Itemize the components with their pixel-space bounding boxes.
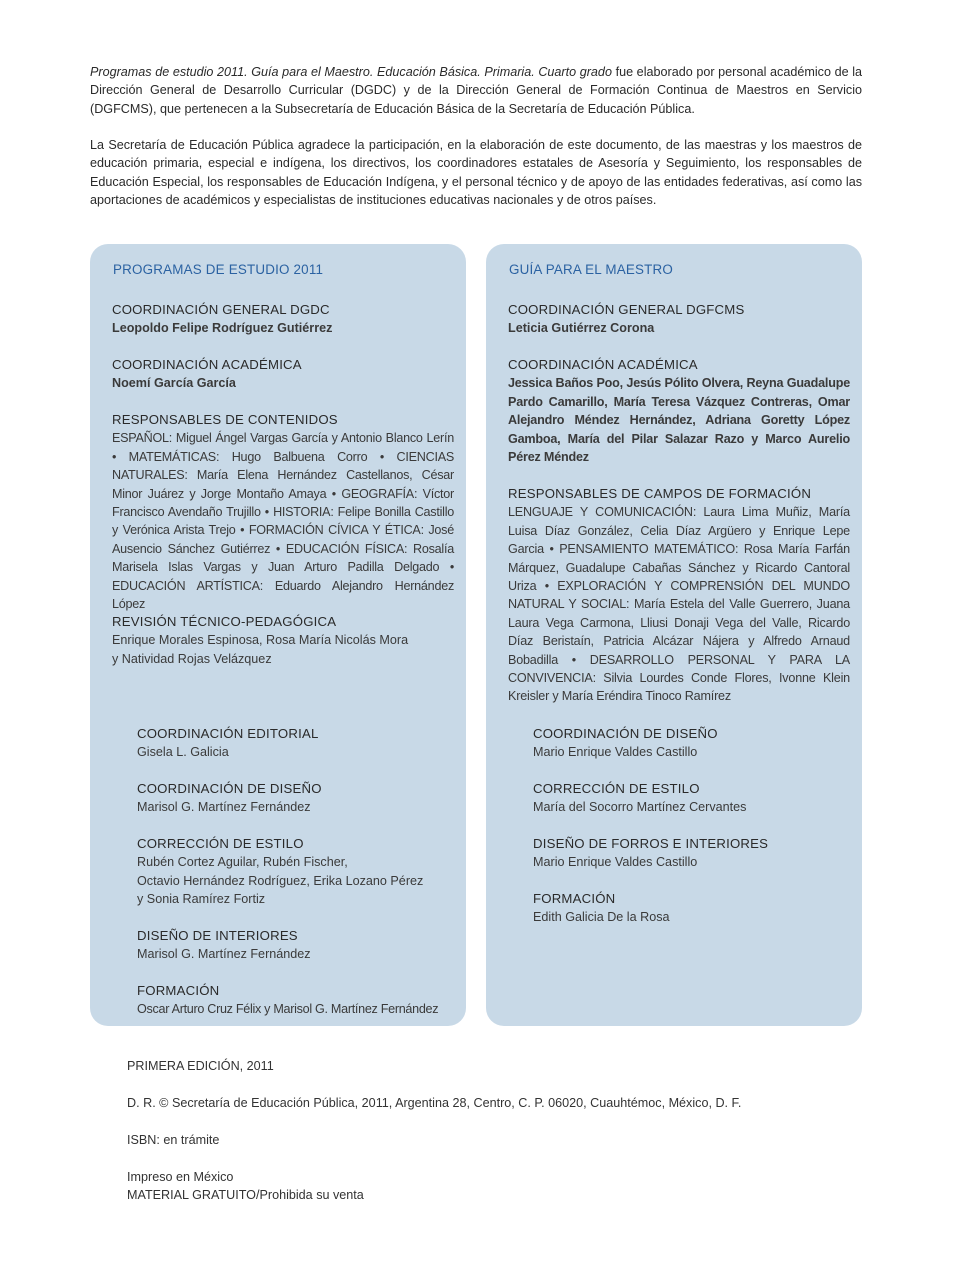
credit-names: Rubén Cortez Aguilar, Rubén Fischer, [137,855,348,870]
credit-heading: REVISIÓN TÉCNICO-PEDAGÓGICA [112,614,337,629]
credit-heading: COORDINACIÓN DE DISEÑO [533,726,718,741]
credit-block [137,835,457,909]
isbn-line: ISBN: en trámite [127,1133,220,1147]
panel-title: GUÍA PARA EL MAESTRO [509,262,673,277]
credit-names: Edith Galicia De la Rosa [533,910,670,925]
credit-block [112,301,454,338]
credit-names: María del Socorro Martínez Cervantes [533,800,747,815]
intro-title: Programas de estudio 2011. Guía para el Maestro. Educación Básica. Primaria. Cuarto grado [90,65,612,79]
credit-heading: FORMACIÓN [137,983,220,998]
credit-heading: CORRECCIÓN DE ESTILO [533,781,700,796]
credit-heading: COORDINACIÓN ACADÉMICA [112,357,302,372]
credit-names: Octavio Hernández Rodríguez, Erika Lozano Pérez [137,873,424,888]
credit-names: y Natividad Rojas Velázquez [112,651,272,666]
credit-names: Leopoldo Felipe Rodríguez Gutiérrez [112,321,333,336]
programas-panel [90,244,466,1026]
credit-names: Marisol G. Martínez Fernández [137,947,311,962]
credit-names: Jessica Baños Poo, Jesús Pólito Olvera, Reyna Guadalupe Pardo Camarillo, María Teresa Vázquez Contreras, Omar Alejandro Méndez Hernández, Adriana Goretty López Gamboa, María del Pilar Salazar Razo y Marco Aurelio Pérez Méndez [508,376,850,465]
credit-block [508,485,850,706]
copyright-line: D. R. © Secretaría de Educación Pública, 2011, Argentina 28, Centro, C. P. 06020, Cuauhtémoc, México, D. F. [127,1096,742,1110]
credit-names: Noemí García García [112,376,236,391]
credit-block [508,301,850,338]
credit-heading: COORDINACIÓN GENERAL DGDC [112,302,330,317]
credit-names: Marisol G. Martínez Fernández [137,800,311,815]
credit-block [533,890,853,927]
intro-paragraph-1 [90,63,862,118]
credit-heading: FORMACIÓN [533,891,616,906]
credit-block [112,411,454,613]
credit-block [508,356,850,466]
credit-heading: COORDINACIÓN GENERAL DGFCMS [508,302,745,317]
credit-block [137,927,457,964]
printed-line: Impreso en México [127,1170,234,1184]
acknowledgement-text: La Secretaría de Educación Pública agradece la participación, en la elaboración de este documento, de las maestras y los maestros de educación primaria, especial e indígena, los directivos, los coordinadores estatales de Asesoría y Seguimiento, los responsables de Educación Especial, los responsables de Educación Indígena, y el personal técnico y de apoyo de las entidades federativas, así como las aportaciones de académicos y especialistas de instituciones educativas nacionales y de otros países. [90,138,862,208]
credit-heading: CORRECCIÓN DE ESTILO [137,836,304,851]
credit-names: Oscar Arturo Cruz Félix y Marisol G. Martínez Fernández [137,1002,439,1017]
panel-title: PROGRAMAS DE ESTUDIO 2011 [113,262,324,277]
free-material-line: MATERIAL GRATUITO/Prohibida su venta [127,1188,364,1202]
credit-heading: DISEÑO DE INTERIORES [137,928,298,943]
edition-line: PRIMERA EDICIÓN, 2011 [127,1059,274,1073]
credit-names: Gisela L. Galicia [137,745,229,760]
credit-names: LENGUAJE Y COMUNICACIÓN: Laura Lima Muñiz, María Luisa Díaz González, Celia Díaz Argüero y Enrique Lepe Garcia • PENSAMIENTO MATEMÁTICO: Rosa María Farfán Márquez, Guadalupe Cabañas Sánchez y Ricardo Cantoral Uriza • EXPLORACIÓN Y COMPRENSIÓN DEL MUNDO NATURAL Y SOCIAL: María Estela del Valle Guerrero, Juana Laura Vega Carmona, Lliusi Donaji Vega del Valle, Ricardo Díaz Beristaín, Patricia Alcázar Nájera y Alfredo Arnaud Bobadilla • DESARROLLO PERSONAL Y PARA LA CONVIVENCIA: Silvia Lourdes Conde Flores, Ivonne Klein Kreisler y María Eréndira Tinoco Ramírez [508,505,850,704]
intro-text: fue elaborado por personal académico de la Dirección General de Desarrollo Curricular (DGDC) y de la Dirección General de Formación Continua de Maestros en Servicio (DGFCMS), que pertenecen a la Subsecretaría de Educación Básica de la Secretaría de Educación Pública. [90,65,862,116]
credit-block [112,356,454,393]
credit-block [137,780,457,817]
credit-names: y Sonia Ramírez Fortiz [137,892,266,907]
credit-heading: COORDINACIÓN ACADÉMICA [508,357,698,372]
credit-names: ESPAÑOL: Miguel Ángel Vargas García y Antonio Blanco Lerín • MATEMÁTICAS: Hugo Balbuena Corro • CIENCIAS NATURALES: María Elena Hernández Castellanos, César Minor Juárez y Jorge Montaño Amaya • GEOGRAFÍA: Víctor Francisco Avendaño Trujillo • HISTORIA: Felipe Bonilla Castillo y Verónica Arista Trejo • FORMACIÓN CÍVICA Y ÉTICA: José Ausencio Sánchez Gutiérrez • EDUCACIÓN FÍSICA: Rosalía Marisela Islas Vargas y Juan Arturo Padilla Delgado • EDUCACIÓN ARTÍSTICA: Eduardo Alejandro Hernández López [112,431,454,612]
credit-heading: RESPONSABLES DE CAMPOS DE FORMACIÓN [508,486,812,501]
credit-heading: COORDINACIÓN DE DISEÑO [137,781,322,796]
credit-block [137,982,467,1019]
credit-names: Mario Enrique Valdes Castillo [533,855,698,870]
guia-panel [486,244,862,1026]
credit-names: Enrique Morales Espinosa, Rosa María Nicolás Mora [112,633,409,648]
credit-heading: RESPONSABLES DE CONTENIDOS [112,412,338,427]
credit-block [137,725,457,762]
intro-paragraph-2 [90,136,862,210]
credit-block [112,613,454,668]
credit-block [533,835,853,872]
credit-names: Leticia Gutiérrez Corona [508,321,655,336]
credit-names: Mario Enrique Valdes Castillo [533,745,698,760]
credit-block [533,780,853,817]
credit-block [533,725,853,762]
credit-heading: DISEÑO DE FORROS E INTERIORES [533,836,769,851]
credit-heading: COORDINACIÓN EDITORIAL [137,726,319,741]
